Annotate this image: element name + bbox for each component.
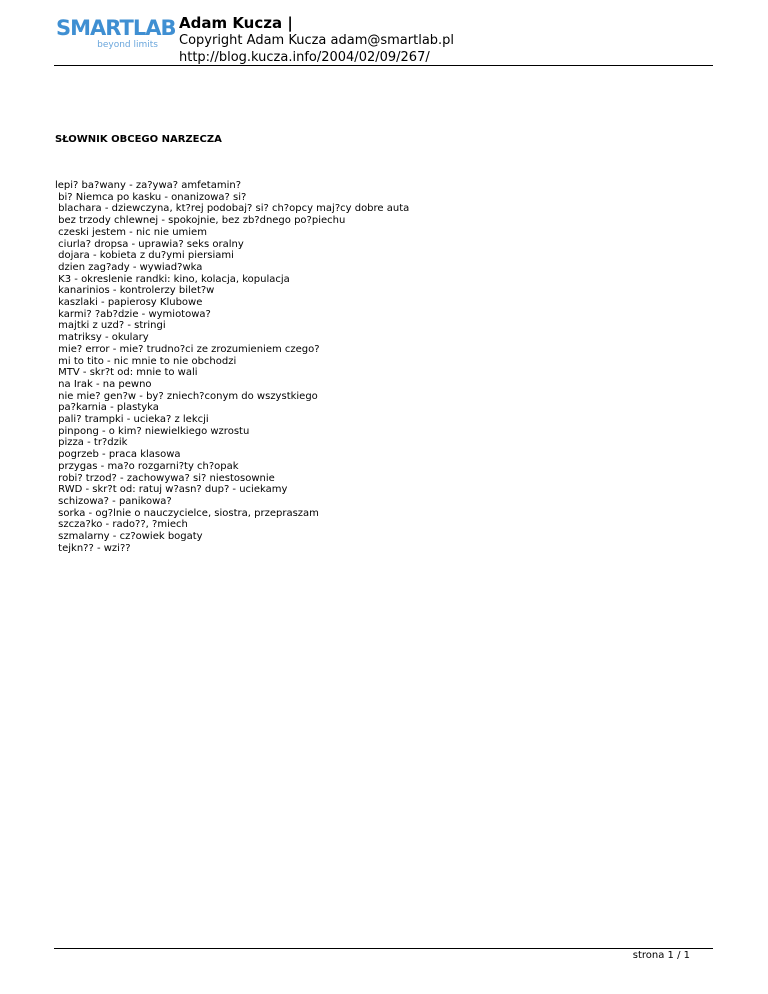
dictionary-entry: matriksy - okulary [55,332,149,344]
dictionary-entry: kanarinios - kontrolerzy bilet?w [55,285,215,297]
page-header [0,0,768,70]
footer-divider [54,948,713,949]
blog-title: Adam Kucza | [179,14,293,32]
dictionary-entry: czeski jestem - nic nie umiem [55,226,207,238]
logo-wordmark: SMARTLAB [56,16,176,40]
dictionary-entry: RWD - skr?t od: ratuj w?asn? dup? - uciekamy [55,484,288,496]
dictionary-entry: bez trzody chlewnej - spokojnie, bez zb?dnego po?piechu [55,215,346,227]
dictionary-entry: pinpong - o kim? niewielkiego wzrostu [55,425,250,437]
dictionary-entry: pogrzeb - praca klasowa [55,449,181,461]
header-divider [54,65,713,66]
header-text [179,14,454,66]
dictionary-entry: kaszlaki - papierosy Klubowe [55,297,203,309]
dictionary-entry: pa?karnia - plastyka [55,402,159,414]
dictionary-entry: mi to tito - nic mnie to nie obchodzi [55,355,237,367]
dictionary-entry: sorka - og?lnie o nauczycielce, siostra, przepraszam [55,507,319,519]
dictionary-entry: ciurla? dropsa - uprawia? seks oralny [55,238,244,250]
dictionary-entry: szmalarny - cz?owiek bogaty [55,531,203,543]
smartlab-logo [56,16,176,50]
logo-tagline: beyond limits [97,40,158,50]
dictionary-entry: K3 - okreslenie randki: kino, kolacja, kopulacja [55,273,290,285]
dictionary-entry: przygas - ma?o rozgarni?ty ch?opak [55,460,239,472]
dictionary-entry: dojara - kobieta z du?ymi piersiami [55,250,234,262]
page-number: strona 1 / 1 [632,950,690,961]
dictionary-entry: na Irak - na pewno [55,378,152,390]
dictionary-entry: lepi? ba?wany - za?ywa? amfetamin? [55,180,242,191]
document-title: SŁOWNIK OBCEGO NARZECZA [55,134,222,145]
copyright-line: Copyright Adam Kucza adam@smartlab.pl [179,33,455,48]
dictionary-entry: schizowa? - panikowa? [55,495,172,507]
dictionary-entry: pali? trampki - ucieka? z lekcji [55,414,209,426]
dictionary-entry: tejkn?? - wzi?? [55,542,131,554]
dictionary-entry: pizza - tr?dzik [55,437,128,449]
dictionary-entry: dzien zag?ady - wywiad?wka [55,261,203,273]
dictionary-entry: mie? error - mie? trudno?ci ze zrozumieniem czego? [55,343,320,355]
dictionary-entry: karmi? ?ab?dzie - wymiotowa? [55,308,211,320]
dictionary-entry: szcza?ko - rado??, ?miech [55,519,188,531]
source-url: http://blog.kucza.info/2004/02/09/267/ [179,50,430,65]
dictionary-entry: majtki z uzd? - stringi [55,320,166,332]
dictionary-entry: nie mie? gen?w - by? zniech?conym do wszystkiego [55,390,318,402]
dictionary-list [55,180,409,555]
dictionary-entry: bi? Niemca po kasku - onanizowa? si? [55,191,247,203]
dictionary-entry: MTV - skr?t od: mnie to wali [55,367,198,379]
dictionary-entry: blachara - dziewczyna, kt?rej podobaj? si? ch?opcy maj?cy dobre auta [55,203,410,215]
dictionary-entry: robi? trzod? - zachowywa? si? niestosownie [55,472,275,484]
